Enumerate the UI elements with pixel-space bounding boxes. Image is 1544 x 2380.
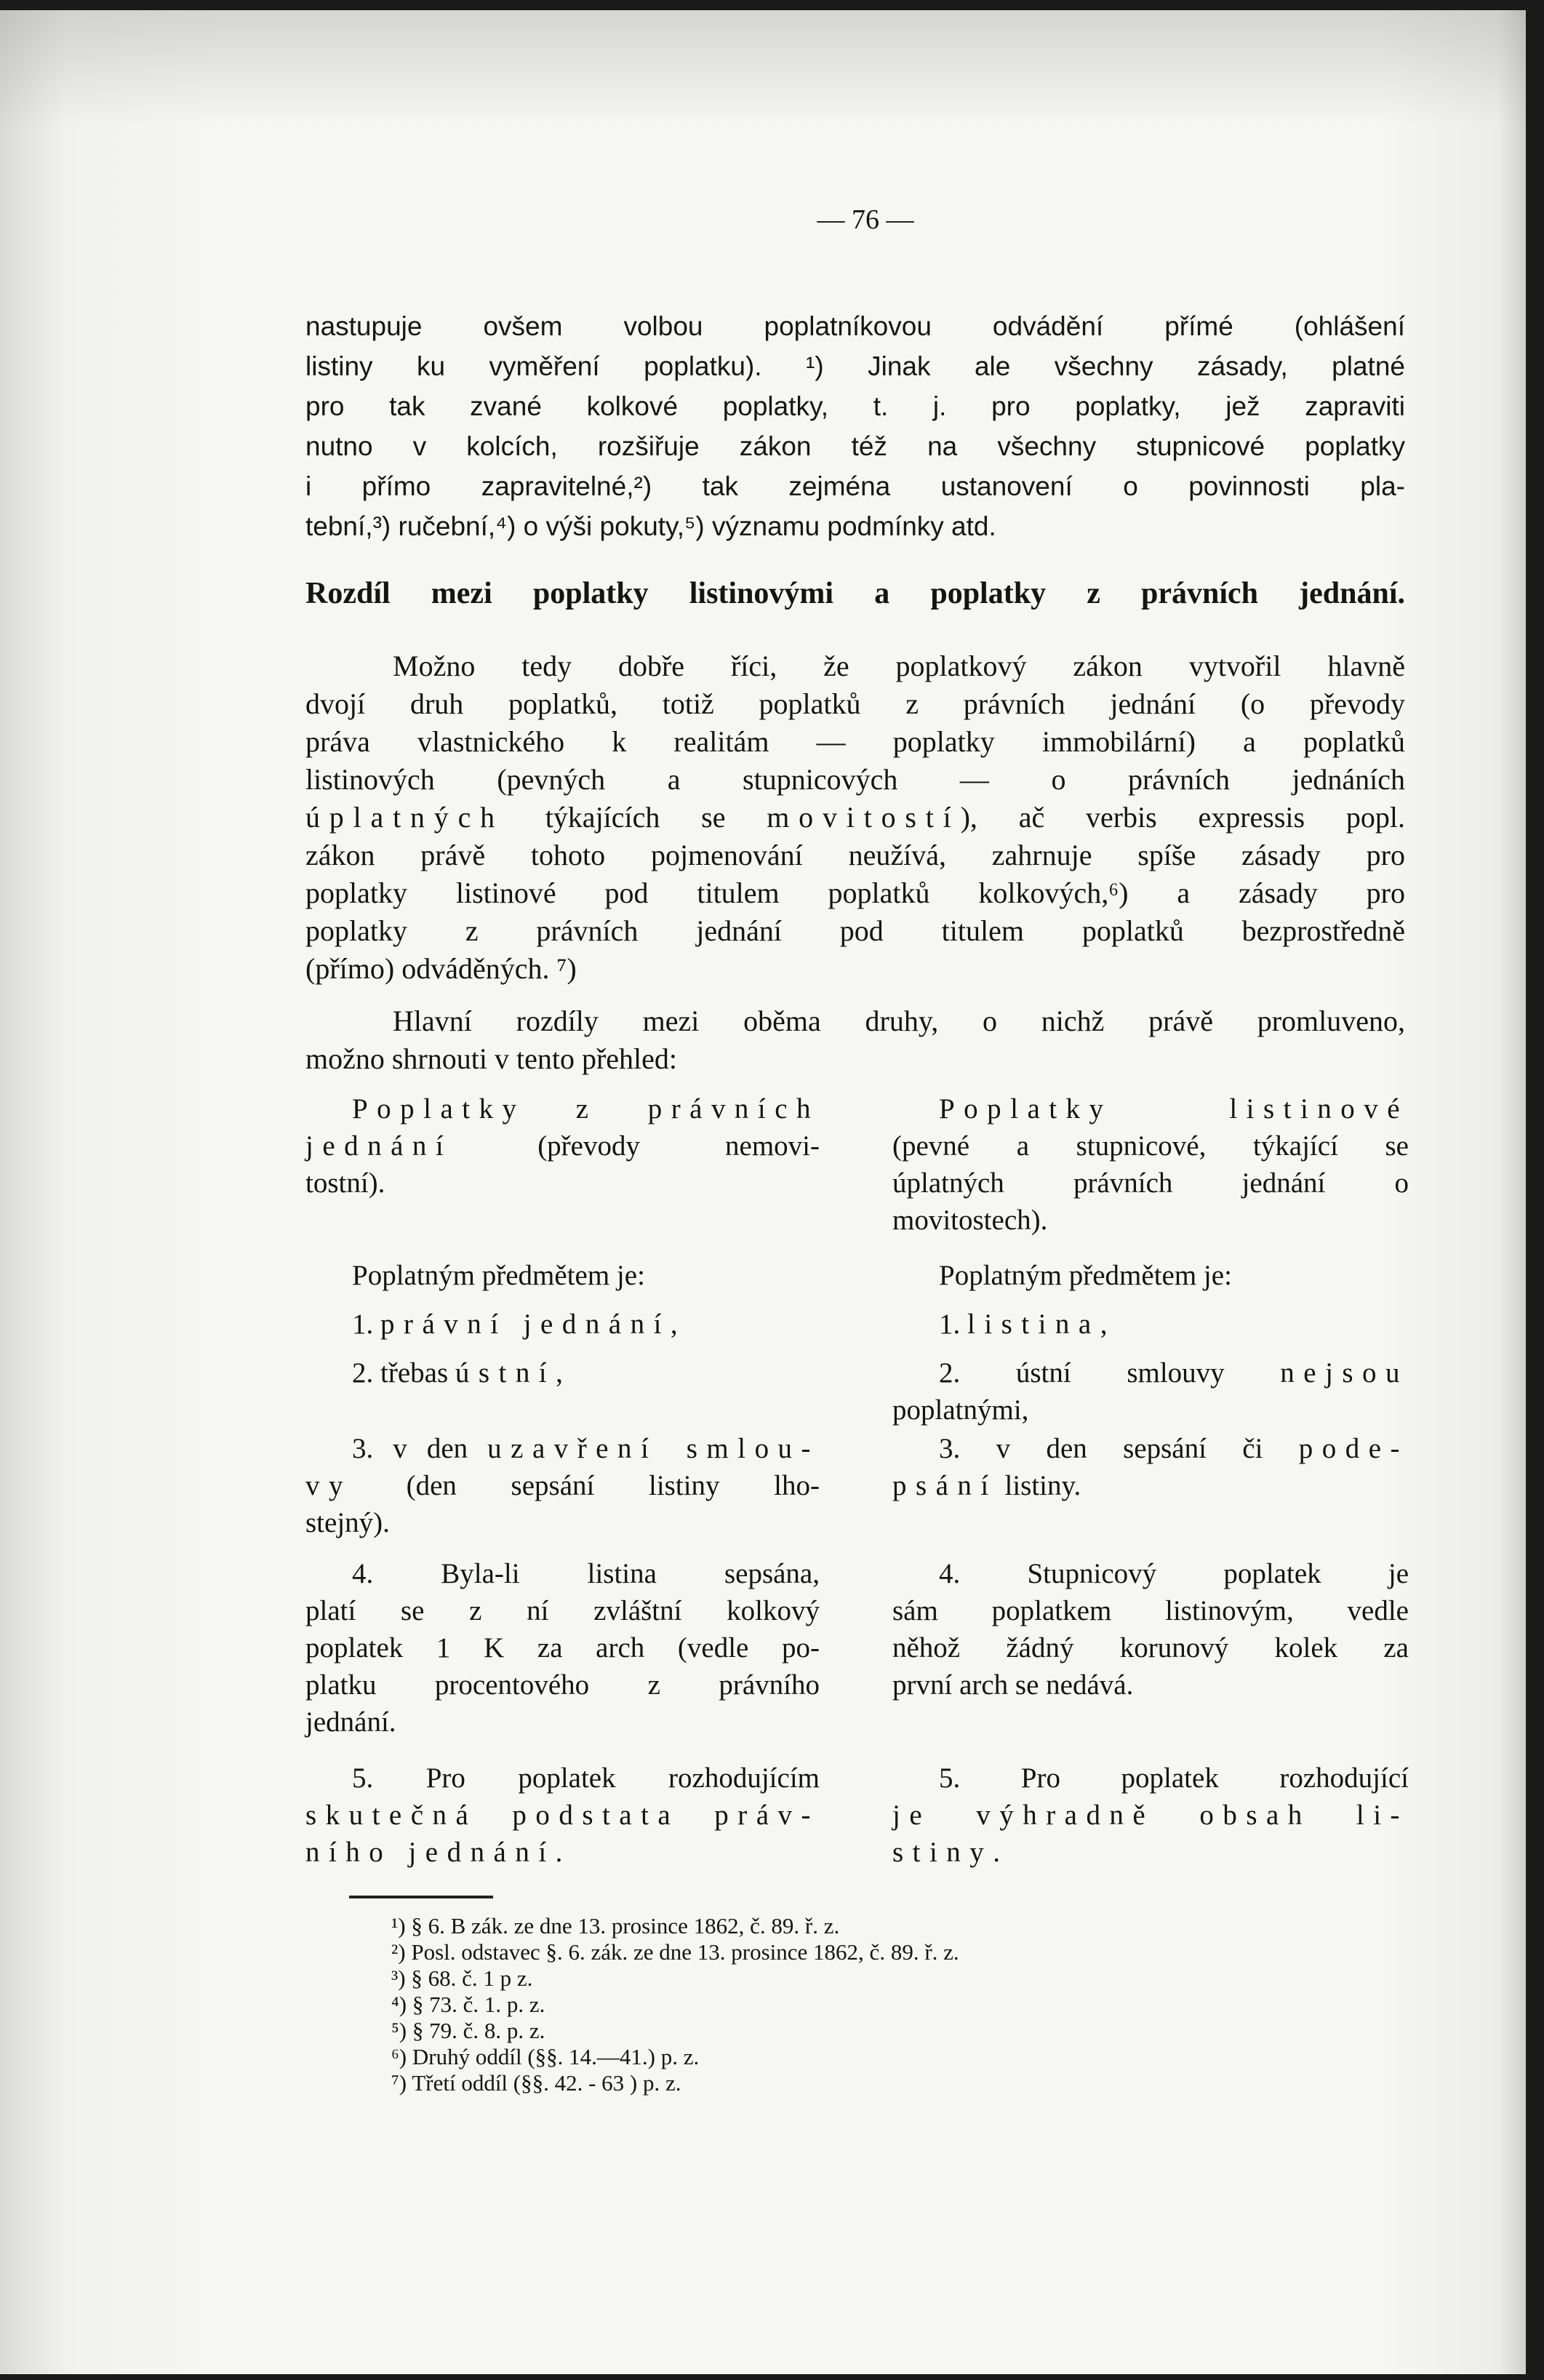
text-line bbox=[305, 1090, 820, 1127]
spaced-emphasis: listina bbox=[967, 1309, 1100, 1340]
footnote: ⁵) § 79. č. 8. p. z. bbox=[391, 2018, 545, 2043]
text-line: možno shrnouti v tento přehled: bbox=[305, 1042, 678, 1075]
intro-paragraph bbox=[305, 306, 1405, 546]
text-segment: . bbox=[993, 1837, 1000, 1868]
text-line: stejný). bbox=[305, 1507, 390, 1538]
text-line bbox=[305, 1467, 820, 1504]
text-segment: 3. v den bbox=[352, 1433, 488, 1464]
text-line: 5. Pro poplatek rozhodujícím bbox=[352, 1762, 820, 1794]
left-item-2 bbox=[305, 1354, 820, 1391]
text-segment: 2. třebas bbox=[352, 1357, 455, 1389]
text-line: Hlavní rozdíly mezi oběma druhy, o nichž právě promluveno, bbox=[393, 1005, 1405, 1037]
footnote: ⁴) § 73. č. 1. p. z. bbox=[391, 1992, 545, 2017]
text-line bbox=[305, 1430, 820, 1467]
page-number: — 76 — bbox=[817, 204, 914, 235]
footnote: ²) Posl. odstavec §. 6. zák. ze dne 13. prosince 1862, č. 89. ř. z. bbox=[391, 1939, 959, 1965]
text-segment: ), ač verbis expressis popl. bbox=[960, 801, 1405, 834]
text-line: poplatek 1 K za arch (vedle po- bbox=[305, 1632, 820, 1664]
text-line bbox=[892, 1090, 1409, 1127]
spaced-emphasis: právní jednání bbox=[380, 1309, 671, 1340]
text-line: dvojí druh poplatků, totiž poplatků z právních jednání (o převody bbox=[305, 687, 1405, 720]
text-line: listiny ku vyměření poplatku). ¹) Jinak ale všechny zásady, platné bbox=[305, 351, 1405, 381]
spaced-emphasis: pode- bbox=[1298, 1433, 1409, 1464]
text-line: (pevné a stupnicové, týkající se bbox=[892, 1130, 1409, 1162]
text-line: movitostech). bbox=[892, 1205, 1048, 1236]
text-line bbox=[305, 1834, 820, 1871]
text-line bbox=[305, 1127, 820, 1165]
right-item-2 bbox=[892, 1354, 1409, 1429]
text-line bbox=[892, 1467, 1409, 1504]
text-line: 4. Stupnicový poplatek je bbox=[939, 1558, 1409, 1589]
footnote: ⁶) Druhý oddíl (§§. 14.—41.) p. z. bbox=[391, 2044, 700, 2069]
text-line bbox=[305, 1797, 820, 1834]
text-line: Možno tedy dobře říci, že poplatkový zákon vytvořil hlavně bbox=[393, 650, 1405, 682]
text-segment: . bbox=[555, 1837, 563, 1868]
text-line: jednání. bbox=[305, 1706, 396, 1738]
text-segment: listiny. bbox=[997, 1470, 1081, 1501]
right-item-3 bbox=[892, 1430, 1409, 1504]
text-line: práva vlastnického k realitám — poplatky immobilární) a poplatků bbox=[305, 725, 1405, 758]
text-segment: 1. bbox=[939, 1309, 967, 1340]
footnote: ¹) § 6. B zák. ze dne 13. prosince 1862, č. 89. ř. z. bbox=[391, 1913, 840, 1938]
text-line: zákon právě tohoto pojmenování neužívá, zahrnuje spíše zásady pro bbox=[305, 839, 1405, 871]
spaced-emphasis: Poplatky z právních bbox=[352, 1093, 820, 1125]
spaced-emphasis: úplatných bbox=[305, 801, 504, 834]
text-segment: , bbox=[670, 1309, 678, 1340]
spaced-emphasis: ního jednání bbox=[305, 1837, 556, 1868]
text-segment: (převody nemovi- bbox=[452, 1130, 820, 1162]
text-line: první arch se nedává. bbox=[892, 1669, 1134, 1701]
text-line: něhož žádný korunový kolek za bbox=[892, 1632, 1409, 1664]
text-line: 5. Pro poplatek rozhodující bbox=[939, 1762, 1409, 1794]
text-line bbox=[892, 1430, 1409, 1467]
text-line: poplatky z právních jednání pod titulem poplatků bezprostředně bbox=[305, 914, 1405, 947]
footnote-divider bbox=[349, 1896, 493, 1898]
text-segment: 1. bbox=[352, 1309, 380, 1340]
left-item-5 bbox=[305, 1760, 820, 1871]
footnote: ⁷) Třetí oddíl (§§. 42. - 63 ) p. z. bbox=[391, 2070, 681, 2096]
text-line: (přímo) odváděných. ⁷) bbox=[305, 952, 577, 985]
right-item-5 bbox=[892, 1760, 1409, 1871]
text-line bbox=[892, 1354, 1409, 1391]
text-line: platí se z ní zvláštní kolkový bbox=[305, 1595, 820, 1626]
text-line: platku procentového z právního bbox=[305, 1669, 820, 1701]
text-line: pro tak zvané kolkové poplatky, t. j. pro poplatky, jež zapraviti bbox=[305, 391, 1405, 421]
footnote: ³) § 68. č. 1 p z. bbox=[391, 1965, 533, 1991]
body-paragraph bbox=[305, 647, 1405, 988]
left-item-1 bbox=[305, 1306, 820, 1343]
right-column-header bbox=[892, 1090, 1409, 1239]
spaced-emphasis: stiny bbox=[892, 1837, 993, 1868]
right-item-4 bbox=[892, 1555, 1409, 1704]
left-column-header bbox=[305, 1090, 820, 1202]
text-line bbox=[892, 1797, 1409, 1834]
text-line: Poplatným předmětem je: bbox=[352, 1260, 645, 1291]
spaced-emphasis: uzavření smlou- bbox=[487, 1433, 820, 1464]
left-item-3 bbox=[305, 1430, 820, 1541]
text-line: tební,³) ručební,⁴) o výši pokuty,⁵) významu podmínky atd. bbox=[305, 511, 996, 541]
spaced-emphasis: psání bbox=[892, 1470, 998, 1501]
text-segment: , bbox=[1100, 1309, 1108, 1340]
text-line: tostní). bbox=[305, 1167, 385, 1199]
text-line bbox=[305, 1354, 820, 1391]
text-segment: 3. v den sepsání či bbox=[939, 1433, 1299, 1464]
text-line bbox=[892, 1834, 1409, 1871]
text-line: listinových (pevných a stupnicových — o právních jednáních bbox=[305, 763, 1405, 796]
spaced-emphasis: movitostí bbox=[767, 801, 961, 834]
text-line: i přímo zapravitelné,²) tak zejména ustanovení o povinnosti pla- bbox=[305, 471, 1405, 501]
left-item-4 bbox=[305, 1555, 820, 1741]
text-segment: 2. ústní smlouvy bbox=[939, 1357, 1281, 1389]
text-line: poplatnými, bbox=[892, 1394, 1029, 1426]
text-line: úplatných právních jednání o bbox=[892, 1167, 1409, 1199]
text-line: poplatky listinové pod titulem poplatků kolkových,⁶) a zásady pro bbox=[305, 876, 1405, 909]
spaced-emphasis: vy bbox=[305, 1470, 352, 1501]
spaced-emphasis: jednání bbox=[305, 1130, 453, 1162]
text-line bbox=[305, 799, 1405, 836]
spaced-emphasis: Poplatky listinové bbox=[939, 1093, 1409, 1125]
right-subject-label bbox=[892, 1257, 1409, 1294]
text-line: sám poplatkem listinovým, vedle bbox=[892, 1595, 1409, 1626]
spaced-emphasis: je výhradně obsah li- bbox=[892, 1800, 1409, 1831]
spaced-emphasis: ústní bbox=[455, 1357, 556, 1389]
text-segment: týkajících se bbox=[503, 801, 767, 834]
spaced-emphasis: nejsou bbox=[1280, 1357, 1409, 1389]
text-line: 4. Byla-li listina sepsána, bbox=[352, 1558, 820, 1589]
overview-intro-paragraph bbox=[305, 1002, 1405, 1078]
text-segment: , bbox=[556, 1357, 563, 1389]
text-line bbox=[305, 1306, 820, 1343]
spaced-emphasis: skutečná podstata práv- bbox=[305, 1800, 820, 1831]
text-line: nutno v kolcích, rozšiřuje zákon též na všechny stupnicové poplatky bbox=[305, 431, 1405, 461]
scanned-page bbox=[0, 10, 1526, 2374]
left-subject-label bbox=[305, 1257, 820, 1294]
text-line: nastupuje ovšem volbou poplatníkovou odvádění přímé (ohlášení bbox=[305, 311, 1405, 341]
right-item-1 bbox=[892, 1306, 1409, 1343]
text-segment: (den sepsání listiny lho- bbox=[351, 1470, 820, 1501]
footnotes bbox=[391, 1913, 959, 2096]
text-line bbox=[892, 1306, 1409, 1343]
text-line: Poplatným předmětem je: bbox=[939, 1260, 1232, 1291]
section-heading: Rozdíl mezi poplatky listinovými a poplatky z právních jednání. bbox=[305, 577, 1405, 610]
